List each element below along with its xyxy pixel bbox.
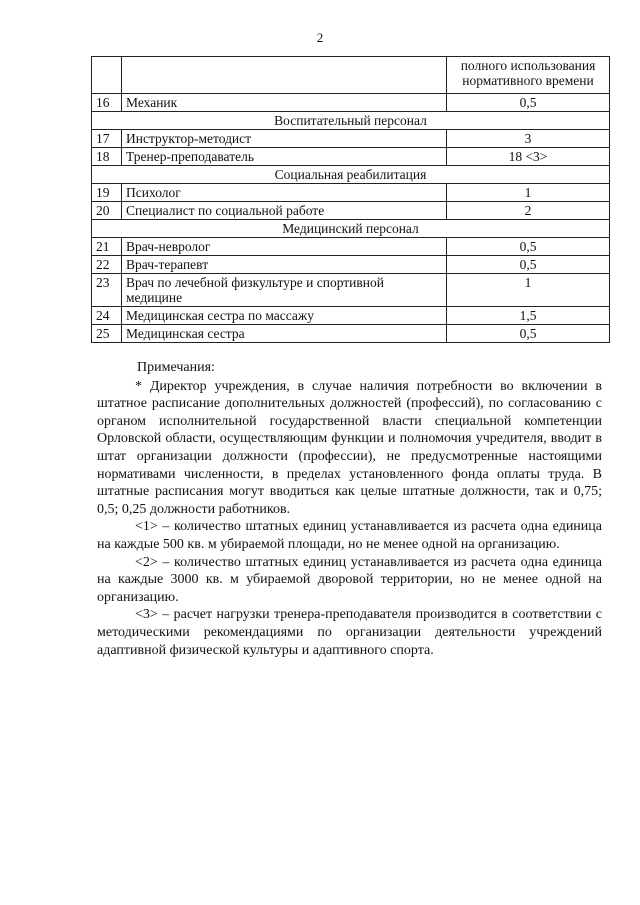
table-row: [92, 130, 610, 148]
staff-units-value: 18 <3>: [447, 148, 610, 166]
table-row: [92, 325, 610, 343]
table-header-row: [92, 57, 610, 94]
section-row: [92, 112, 610, 130]
row-number: 25: [92, 325, 122, 343]
staff-units-value: 1,5: [447, 307, 610, 325]
page-number: 2: [316, 30, 324, 45]
header-num-cell: [92, 57, 122, 94]
table-row: [92, 184, 610, 202]
row-number: 22: [92, 256, 122, 274]
note-paragraph: * Директор учреждения, в случае наличия потребности во включении в штатное расписание дополнительных должностей (профессий), по согласованию с органом исполнительной государственной власти специальной компетенции Орловской области, осуществляющим функции и полномочия учредителя, вводит в штат организации должности (профессии), не предусмотренные настоящими нормативами численности, в пределах установленного фонда оплаты труда. В штатные расписания могут вводиться как целые штатные должности, так и 0,75; 0,5; 0,25 должности работников.: [97, 378, 602, 517]
staff-units-value: 3: [447, 130, 610, 148]
position-name: Механик: [122, 94, 447, 112]
row-number: 18: [92, 148, 122, 166]
staff-units-value: 0,5: [447, 238, 610, 256]
table-row: [92, 256, 610, 274]
header-value-cell: полного использования нормативного времени: [447, 57, 610, 94]
staff-units-value: 1: [447, 184, 610, 202]
row-number: 16: [92, 94, 122, 112]
position-name: Врач-терапевт: [122, 256, 447, 274]
note-paragraph: <1> – количество штатных единиц устанавливается из расчета одна единица на каждые 500 кв. м убираемой площади, но не менее одной на организацию.: [97, 519, 602, 552]
staff-units-value: 0,5: [447, 256, 610, 274]
table-row: [92, 274, 610, 307]
position-name: Психолог: [122, 184, 447, 202]
position-name: Инструктор-методист: [122, 130, 447, 148]
position-name: Медицинская сестра: [122, 325, 447, 343]
position-name: Врач по лечебной физкультуре и спортивной медицине: [122, 274, 447, 307]
row-number: 20: [92, 202, 122, 220]
section-title: Социальная реабилитация: [92, 166, 610, 184]
section-row: [92, 220, 610, 238]
table-row: [92, 238, 610, 256]
position-name: Специалист по социальной работе: [122, 202, 447, 220]
row-number: 19: [92, 184, 122, 202]
table-row: [92, 94, 610, 112]
staff-units-value: 0,5: [447, 325, 610, 343]
row-number: 17: [92, 130, 122, 148]
section-row: [92, 166, 610, 184]
header-name-cell: [122, 57, 447, 94]
position-name: Врач-невролог: [122, 238, 447, 256]
position-name: Медицинская сестра по массажу: [122, 307, 447, 325]
row-number: 24: [92, 307, 122, 325]
staff-units-value: 1: [447, 274, 610, 307]
note-paragraph: <2> – количество штатных единиц устанавливается из расчета одна единица на каждые 3000 кв. м убираемой дворовой территории, но не менее одной на организацию.: [97, 554, 602, 605]
staffing-table-body: [92, 57, 610, 343]
table-row: [92, 148, 610, 166]
row-number: 21: [92, 238, 122, 256]
note-paragraph: <3> – расчет нагрузки тренера-преподавателя производится в соответствии с методическими рекомендациями по организации деятельности учреждений адаптивной физической культуры и адаптивного спорта.: [97, 607, 602, 658]
notes-section: [97, 359, 602, 659]
staff-units-value: 0,5: [447, 94, 610, 112]
table-row: [92, 307, 610, 325]
row-number: 23: [92, 274, 122, 307]
position-name: Тренер-преподаватель: [122, 148, 447, 166]
section-title: Медицинский персонал: [92, 220, 610, 238]
notes-title: Примечания:: [137, 360, 215, 375]
section-title: Воспитательный персонал: [92, 112, 610, 130]
staff-units-value: 2: [447, 202, 610, 220]
staffing-table: [91, 56, 610, 343]
table-row: [92, 202, 610, 220]
